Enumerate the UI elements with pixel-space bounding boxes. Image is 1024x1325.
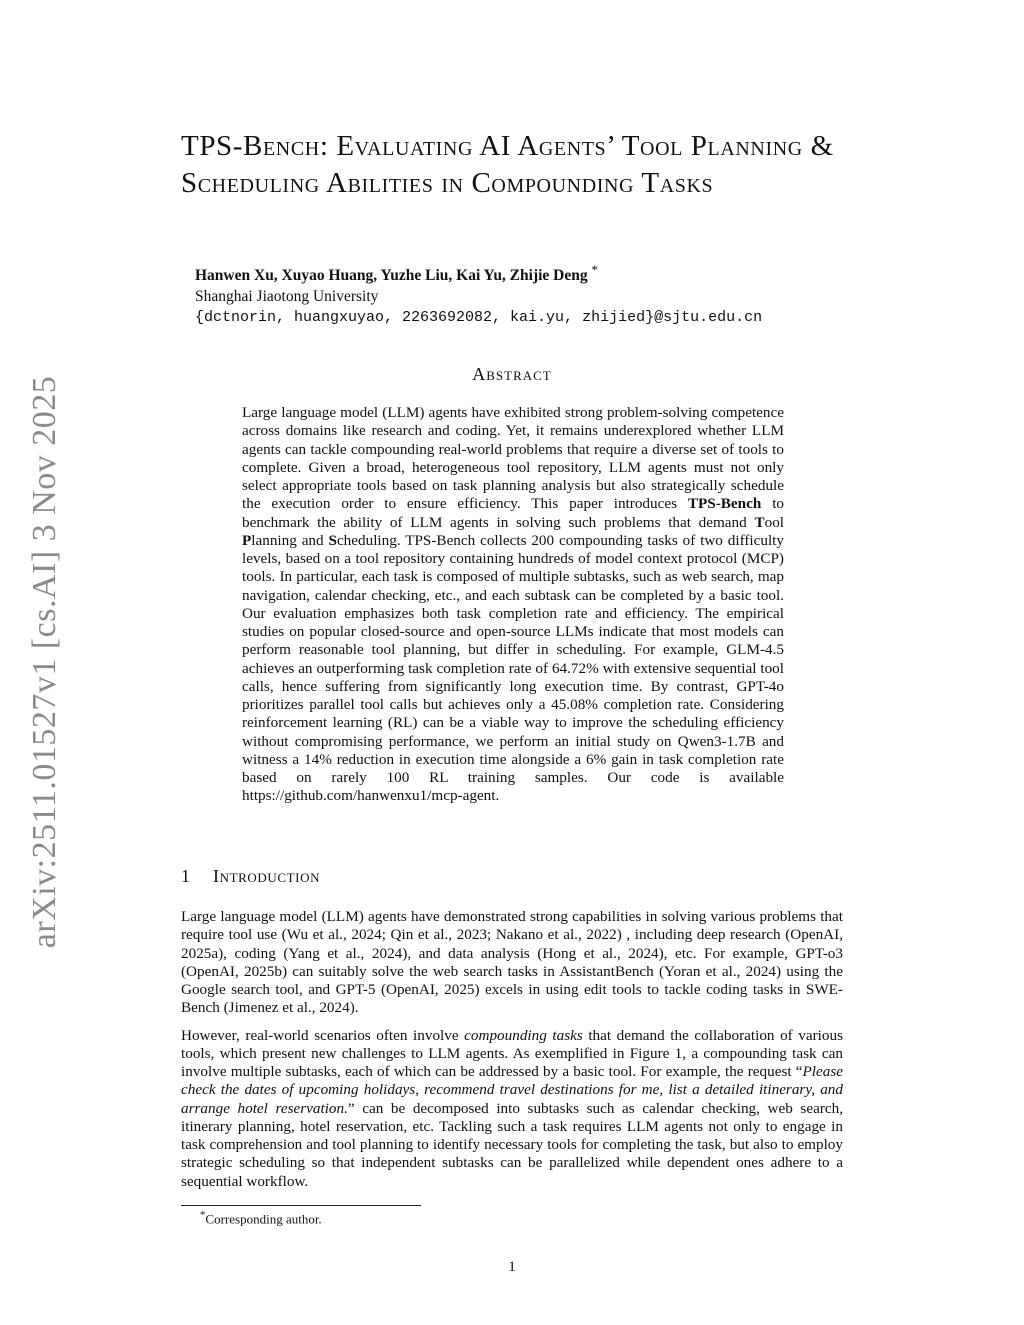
paper-title: TPS-Bench: Evaluating AI Agents’ Tool Planning & Scheduling Abilities in Compounding Tasks [181, 130, 834, 199]
introduction-text [181, 908, 843, 1200]
benchmark-name: TPS-Bench [687, 495, 762, 513]
intro-paragraph: However, real-world scenarios often involve compounding tasks that demand the collaboration of various tools, which present new challenges to LLM agents. As exemplified in Figure 1, a compounding task can involve multiple subtasks, each of which can be addressed by a basic tool. For example, the request “Please check the dates of upcoming holidays, recommend travel destinations for me, list a detailed itinerary, and arrange hotel reservation.” can be decomposed into subtasks such as calendar checking, web search, itinerary planning, hotel reservation, etc. Tackling such a task requires LLM agents not only to engage in task comprehension and tool planning to identify necessary tools for completing the task, but also to employ strategic scheduling so that independent subtasks can be parallelized while dependent ones adhere to a sequential workflow. [181, 1026, 843, 1190]
section-heading-introduction [181, 866, 320, 887]
affiliation: Shanghai Jiaotong University [195, 288, 379, 306]
arxiv-identifier-stamp: arXiv:2511.01527v1 [cs.AI] 3 Nov 2025 [26, 375, 63, 949]
intro-paragraph: Large language model (LLM) agents have demonstrated strong capabilities in solving various problems that require tool use (Wu et al., 2024; Qin et al., 2023; Nakano et al., 2022) , including deep research (OpenAI, 2025a), coding (Yang et al., 2024), and data analysis (Hong et al., 2024), etc. For example, GPT-o3 (OpenAI, 2025b) can suitably solve the web search tasks in AssistantBench (Yoran et al., 2024) using the Google search tool, and GPT-5 (OpenAI, 2025) excels in using edit tools to tackle coding tasks in SWE-Bench (Jimenez et al., 2024). [181, 908, 843, 1017]
abstract-text: Large language model (LLM) agents have exhibited strong problem-solving competence across domains like research and coding. Yet, it remains underexplored whether LLM agents can tackle compounding real-world problems that require a diverse set of tools to complete. Given a broad, heterogeneous tool repository, LLM agents must not only select appropriate tools based on task planning analysis but also strategically schedule the execution order to ensure efficiency. This paper introduces TPS-Bench to benchmark the ability of LLM agents in solving such problems that demand Tool Planning and Scheduling. TPS-Bench collects 200 compounding tasks of two difficulty levels, based on a tool repository containing hundreds of model context protocol (MCP) tools. In particular, each task is composed of multiple subtasks, such as web search, map navigation, calendar checking, etc., and each subtask can be completed by a basic tool. Our evaluation emphasizes both task completion rate and efficiency. The empirical studies on popular closed-source and open-source LLMs indicate that most models can perform reasonable tool planning, but differ in scheduling. For example, GLM-4.5 achieves an outperforming task completion rate of 64.72% with extensive sequential tool calls, hence suffering from significantly long execution time. By contrast, GPT-4o prioritizes parallel tool calls but achieves only a 45.08% completion rate. Considering reinforcement learning (RL) can be a viable way to improve the scheduling efficiency without compromising performance, we perform an initial study on Qwen3-1.7B and witness a 14% reduction in execution time alongside a 6% gain in task completion rate based on rarely 100 RL training samples. Our code is available https://github.com/hanwenxu1/mcp-agent. [242, 404, 785, 805]
page-number: 1 [508, 1259, 516, 1275]
author-emails: {dctnorin, huangxuyao, 2263692082, kai.yu, zhijied}@sjtu.edu.cn [195, 309, 763, 327]
section-number: 1 [181, 866, 191, 886]
author-block [195, 259, 762, 328]
abstract-heading: Abstract [472, 364, 552, 384]
footnote: *Corresponding author. [200, 1209, 322, 1227]
section-title: Introduction [213, 866, 321, 886]
corresponding-marker: * [591, 262, 598, 277]
author-names: Hanwen Xu, Xuyao Huang, Yuzhe Liu, Kai Yu, Zhijie Deng [195, 267, 588, 285]
footnote-divider [181, 1205, 421, 1206]
